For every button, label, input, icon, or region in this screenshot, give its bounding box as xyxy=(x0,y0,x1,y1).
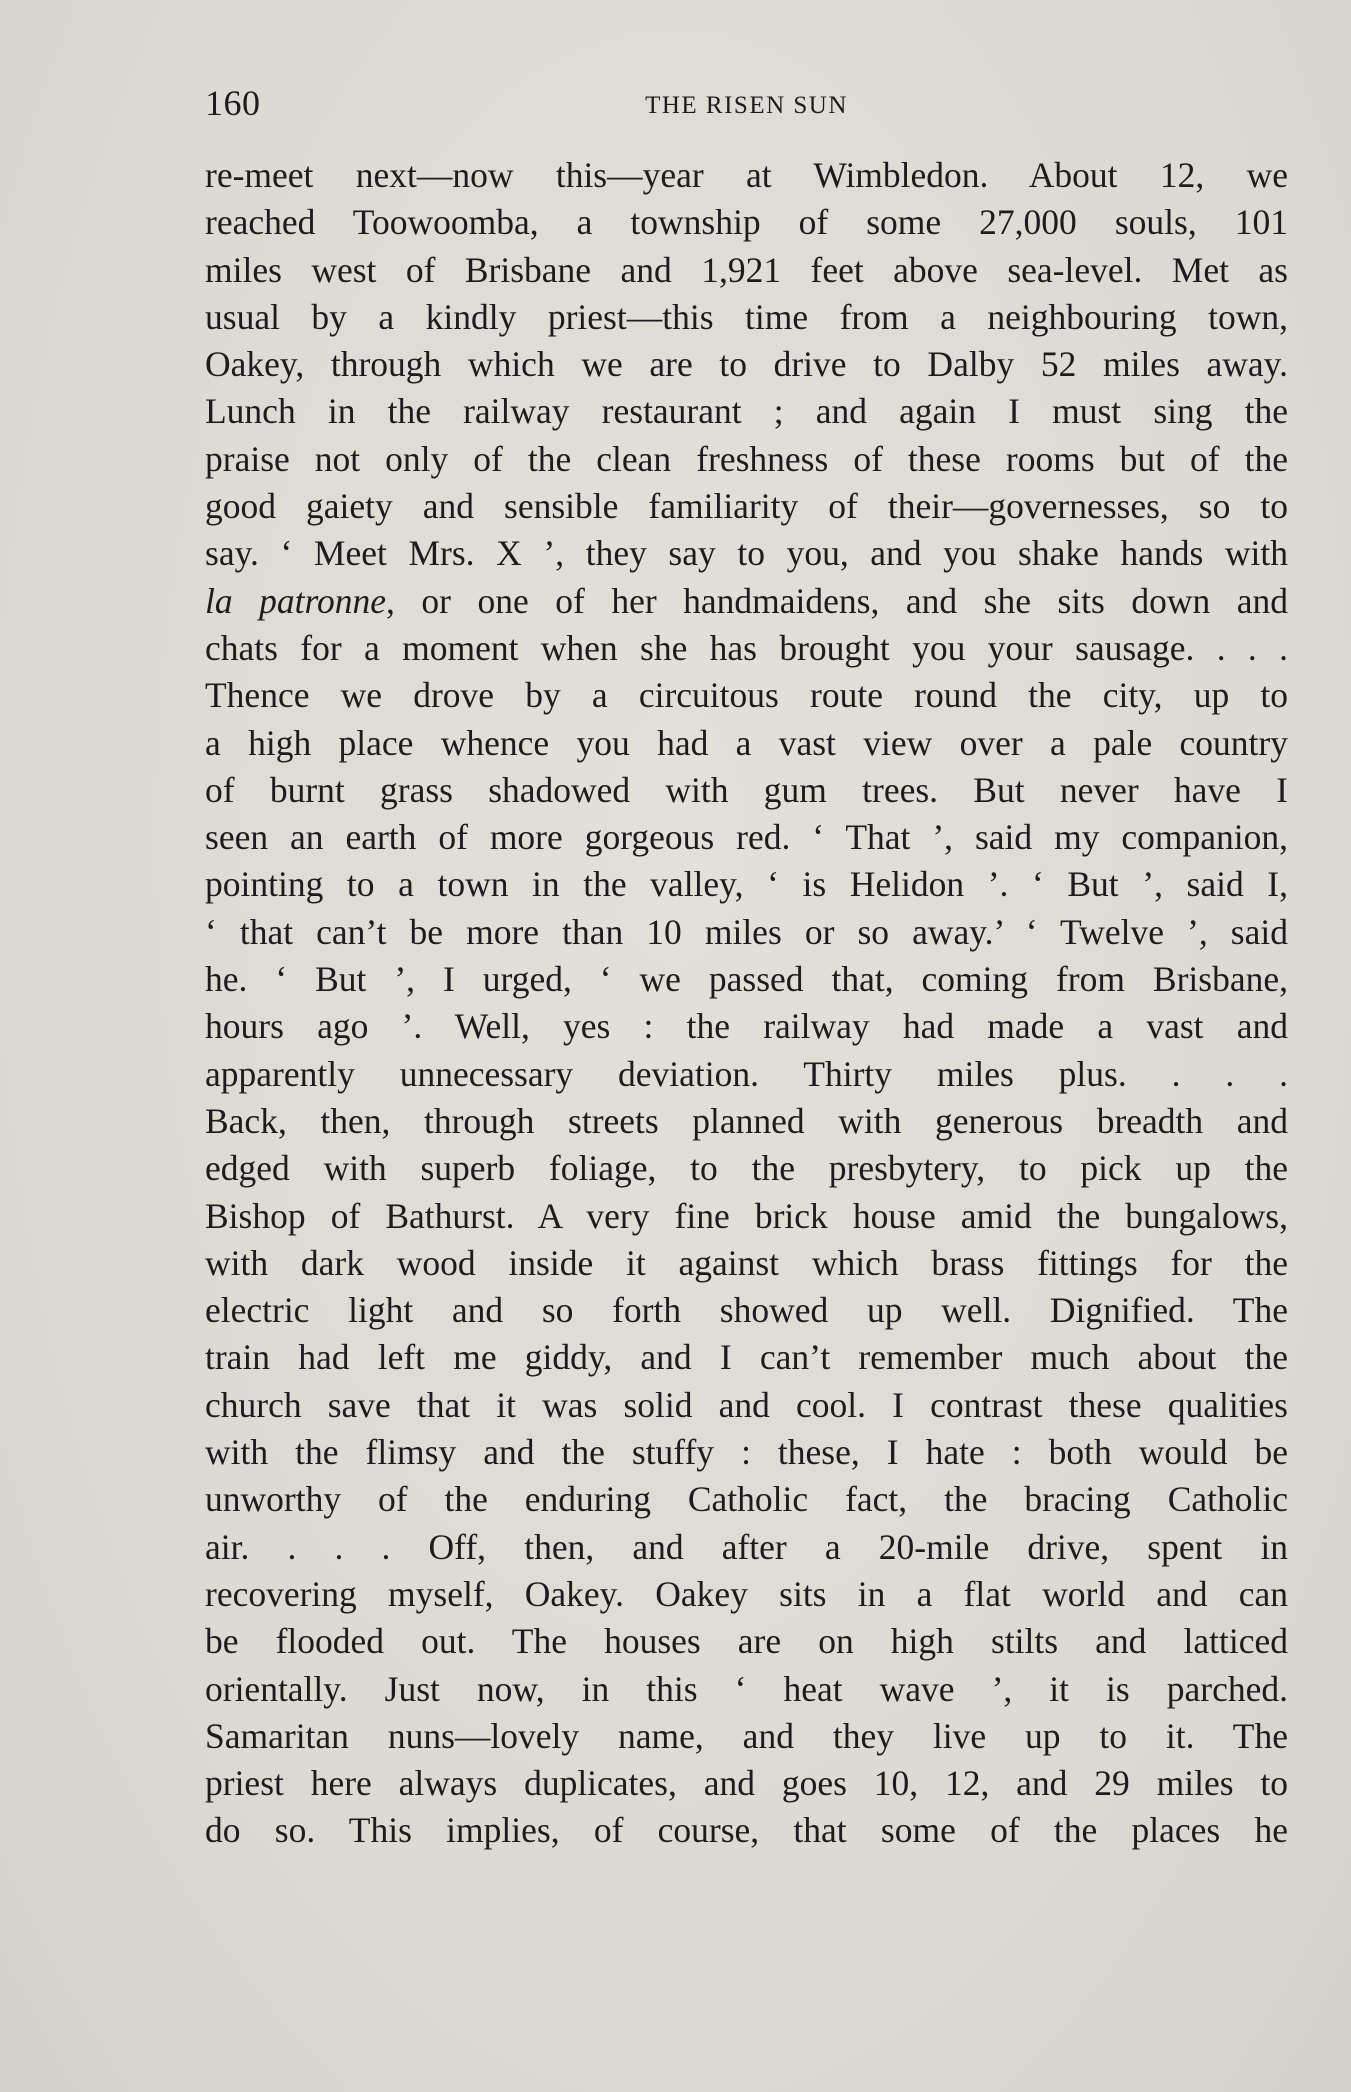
text-line: Bishop of Bathurst. A very fine brick house amid the bungalows, xyxy=(205,1195,1288,1236)
text-line: church save that it was solid and cool. I contrast these qualities xyxy=(205,1384,1288,1425)
text-line: Samaritan nuns—lovely name, and they live up to it. The xyxy=(205,1715,1288,1756)
text-line: re-meet next—now this—year at Wimbledon. About 12, we xyxy=(205,155,1288,195)
running-title: THE RISEN SUN xyxy=(645,92,848,119)
text-line: air. . . . Off, then, and after a 20-mile drive, spent in xyxy=(205,1526,1288,1567)
text-line: miles west of Brisbane and 1,921 feet above sea-level. Met as xyxy=(205,249,1288,290)
text-line: edged with superb foliage, to the presbytery, to pick up the xyxy=(205,1148,1288,1189)
text-line-italic-phrase xyxy=(205,578,1288,625)
text-line: a high place whence you had a vast view over a pale country xyxy=(205,722,1288,763)
text-line: priest here always duplicates, and goes 10, 12, and 29 miles to xyxy=(205,1763,1288,1804)
text-line: recovering myself, Oakey. Oakey sits in a flat world and can xyxy=(205,1573,1288,1614)
text-line: hours ago ’. Well, yes : the railway had made a vast and xyxy=(205,1006,1288,1047)
text-line: reached Toowoomba, a township of some 27,000 souls, 101 xyxy=(205,202,1288,243)
text-line: Lunch in the railway restaurant ; and again I must sing the xyxy=(205,391,1288,432)
text-line: seen an earth of more gorgeous red. ‘ That ’, said my companion, xyxy=(205,817,1288,858)
text-line: good gaiety and sensible familiarity of their—governesses, so to xyxy=(205,486,1288,527)
text-line: train had left me giddy, and I can’t remember much about the xyxy=(205,1337,1288,1378)
text-line: with the flimsy and the stuffy : these, I hate : both would be xyxy=(205,1432,1288,1473)
text-line: pointing to a town in the valley, ‘ is Helidon ’. ‘ But ’, said I, xyxy=(205,864,1288,905)
text-line: orientally. Just now, in this ‘ heat wave ’, it is parched. xyxy=(205,1668,1288,1709)
text-line: apparently unnecessary deviation. Thirty miles plus. . . . xyxy=(205,1053,1288,1094)
text-line: Back, then, through streets planned with generous breadth and xyxy=(205,1100,1288,1141)
page-header xyxy=(205,82,1288,132)
text-line: electric light and so forth showed up well. Dignified. The xyxy=(205,1290,1288,1331)
line-remainder: , or one of her handmaidens, and she sits down and xyxy=(386,580,1288,621)
page-number: 160 xyxy=(205,83,261,123)
text-line: of burnt grass shadowed with gum trees. But never have I xyxy=(205,769,1288,810)
text-line: usual by a kindly priest—this time from a neighbouring town, xyxy=(205,296,1288,337)
text-line: chats for a moment when she has brought you your sausage. . . . xyxy=(205,627,1288,668)
italic-phrase: la patronne xyxy=(205,580,386,621)
text-line: ‘ that can’t be more than 10 miles or so away.’ ‘ Twelve ’, said xyxy=(205,911,1288,952)
text-line: he. ‘ But ’, I urged, ‘ we passed that, coming from Brisbane, xyxy=(205,959,1288,1000)
text-line: with dark wood inside it against which brass fittings for the xyxy=(205,1242,1288,1283)
text-line: do so. This implies, of course, that some of the places he xyxy=(205,1810,1288,1851)
text-line: say. ‘ Meet Mrs. X ’, they say to you, and you shake hands with xyxy=(205,533,1288,574)
text-line: unworthy of the enduring Catholic fact, the bracing Catholic xyxy=(205,1479,1288,1520)
text-line: Oakey, through which we are to drive to Dalby 52 miles away. xyxy=(205,344,1288,385)
text-line: praise not only of the clean freshness of these rooms but of the xyxy=(205,438,1288,479)
text-line: Thence we drove by a circuitous route round the city, up to xyxy=(205,675,1288,716)
body-text xyxy=(205,152,1288,1855)
text-line: be flooded out. The houses are on high stilts and latticed xyxy=(205,1621,1288,1662)
